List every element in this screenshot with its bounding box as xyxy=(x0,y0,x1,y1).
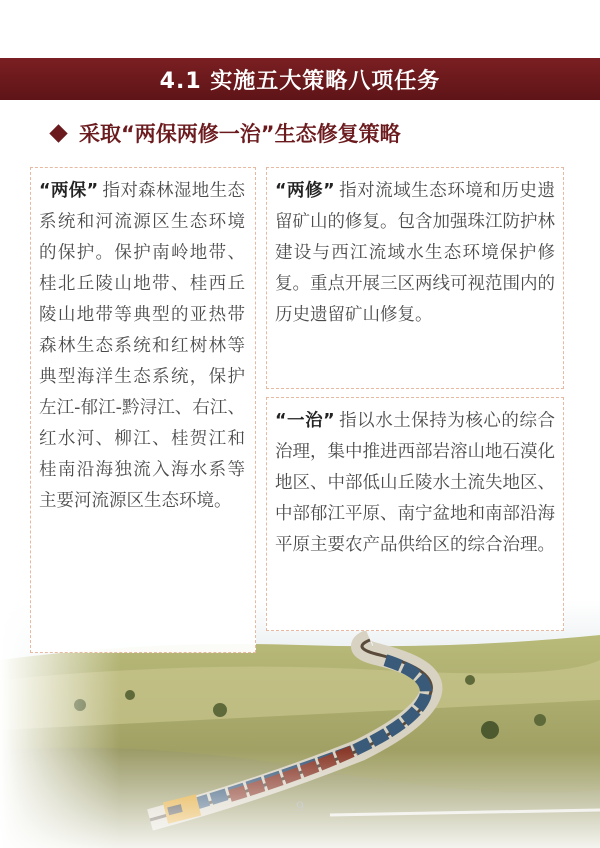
paragraph-two-restorations xyxy=(275,176,555,331)
text-one-governance: 指以水土保持为核心的综合治理，集中推进西部岩溶山地石漠化地区、中部低山丘陵水土流失地区、中部郁江平原、南宁盆地和南部沿海平原主要农产品供给区的综合治理。 xyxy=(275,411,555,555)
keyword-two-restorations: “两修” xyxy=(275,181,335,201)
keyword-one-governance: “一治” xyxy=(275,411,335,431)
diamond-bullet-icon xyxy=(49,124,67,142)
text-two-restorations: 指对流域生态环境和历史遗留矿山的修复。包含加强珠江防护林建设与西江流域水生态环境保护修复。重点开展三区两线可视范围内的历史遗留矿山修复。 xyxy=(275,181,555,325)
subheading-text: 采取“两保两修一治”生态修复策略 xyxy=(79,122,401,146)
section-title: 4.1 实施五大策略八项任务 xyxy=(159,68,441,94)
text-box-two-restorations xyxy=(266,167,564,389)
paragraph-one-governance xyxy=(275,406,555,561)
section-header-bar xyxy=(0,58,600,100)
keyword-two-protections: “两保” xyxy=(39,181,99,201)
text-two-protections: 指对森林湿地生态系统和河流源区生态环境的保护。保护南岭地带、桂北丘陵山地带、桂西丘陵山地带等典型的亚热带森林生态系统和红树林等典型海洋生态系统，保护左江-郁江-黔浔江、右江、红水河、柳江、桂贺江和桂南沿海独流入海水系等主要河流源区生态环境。 xyxy=(39,181,245,511)
page-number: 9 xyxy=(295,800,305,815)
paragraph-two-protections xyxy=(39,176,245,517)
subheading xyxy=(52,118,401,148)
text-box-one-governance xyxy=(266,397,564,631)
text-box-two-protections xyxy=(30,167,256,653)
